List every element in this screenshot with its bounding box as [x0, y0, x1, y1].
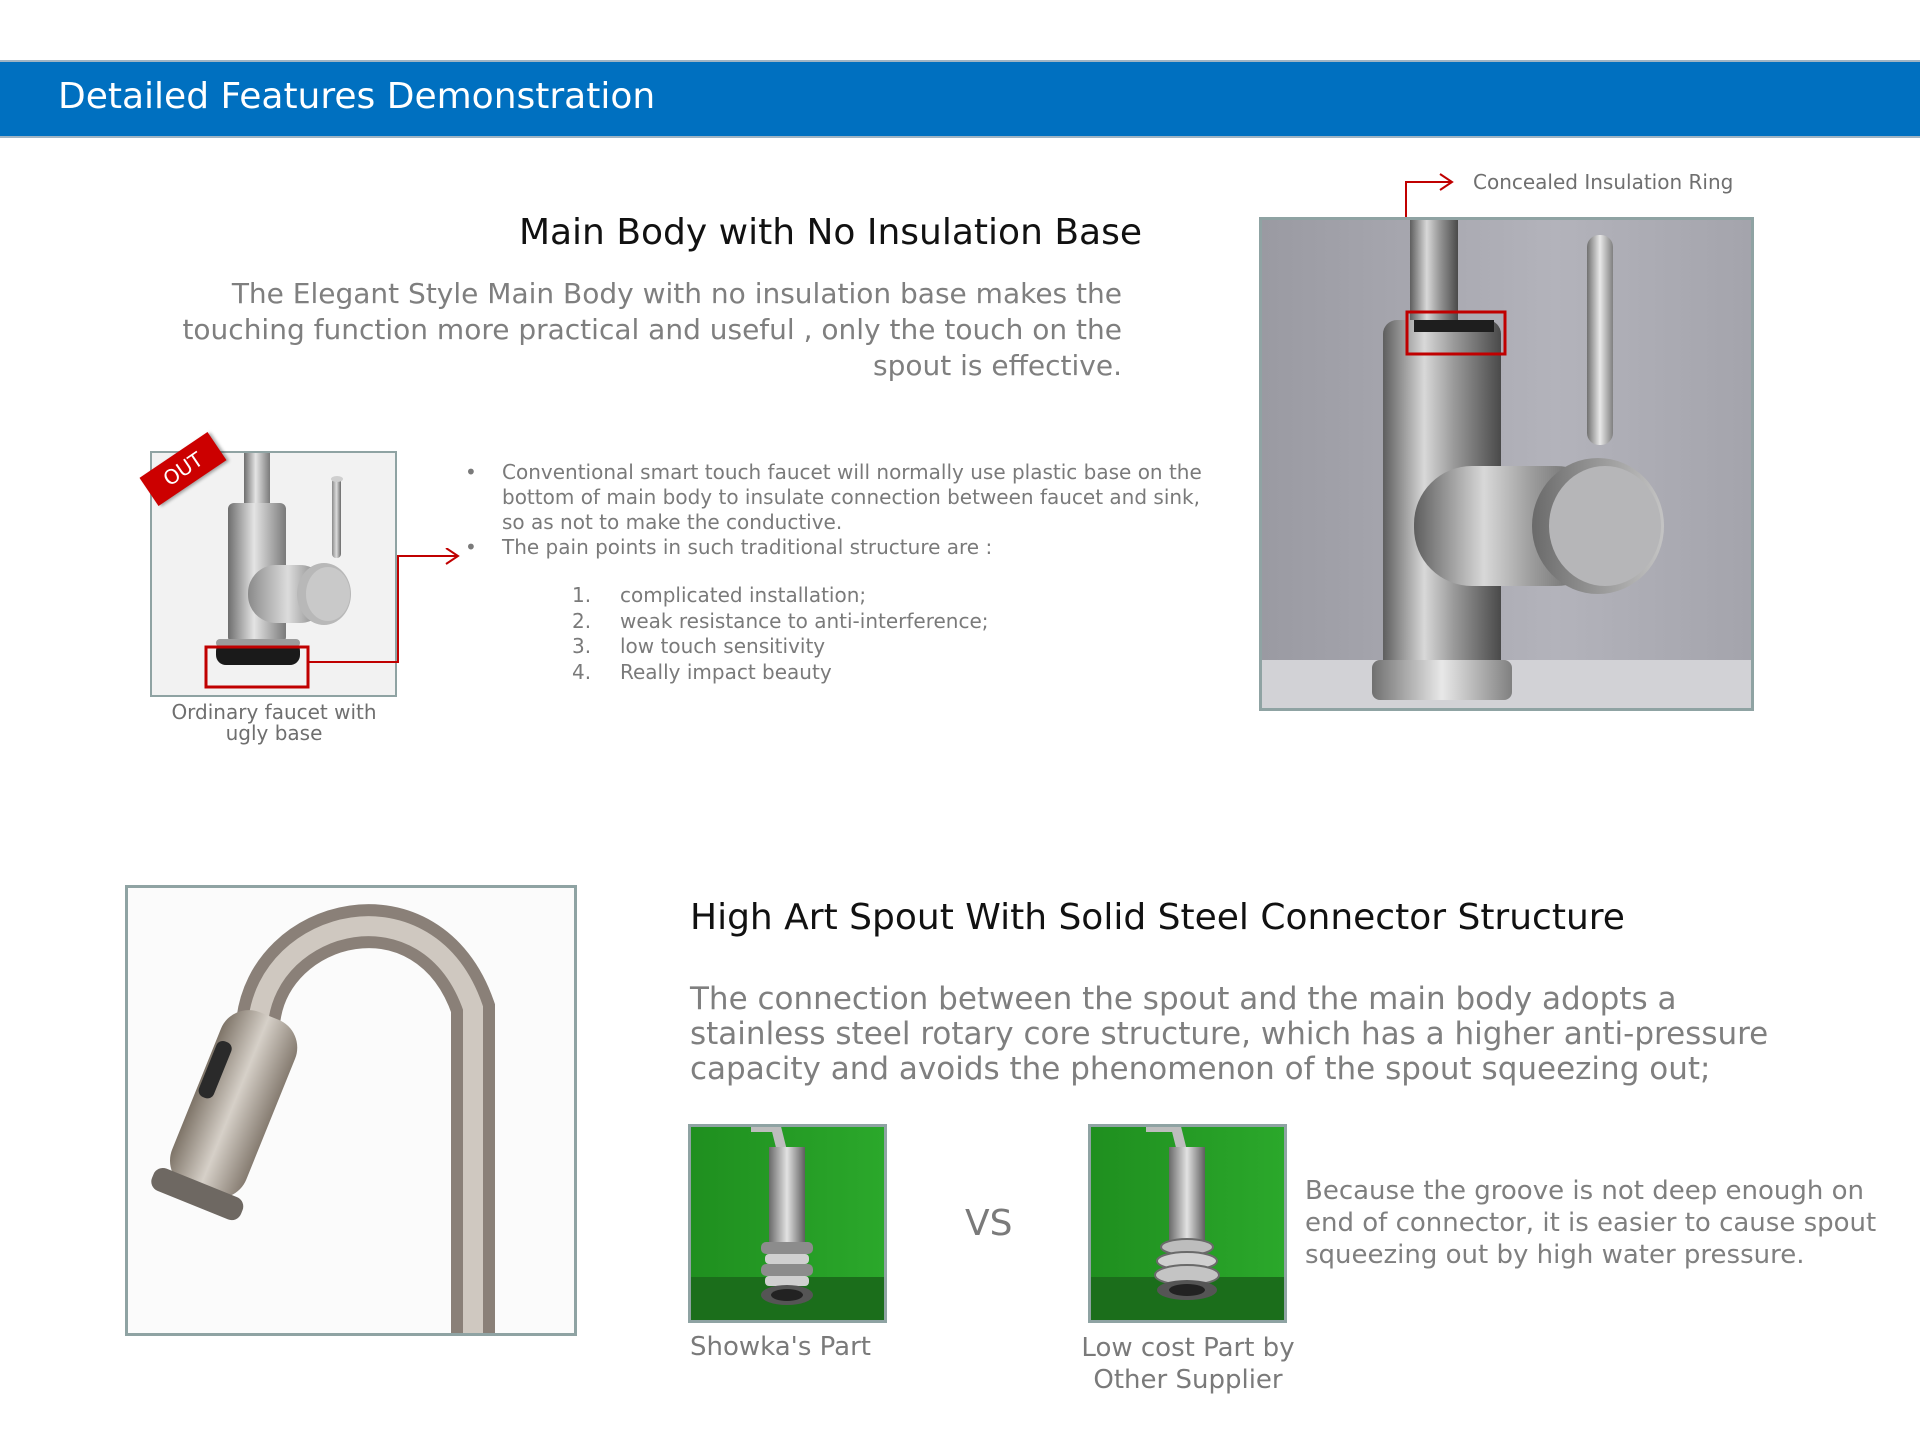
pain-points-list	[572, 583, 989, 685]
insulation-ring-label: Concealed Insulation Ring	[1473, 170, 1734, 194]
main-body-description: The Elegant Style Main Body with no insulation base makes the touching function more practical and useful , only the touch on the spout is effective.	[182, 277, 1122, 382]
spout-description: The connection between the spout and the main body adopts a stainless steel rotary core structure, which has a higher anti-pressure capacity and avoids the phenomenon of the spout squeezing out;	[690, 981, 1769, 1087]
bullet-item: • Conventional smart touch faucet will normally use plastic base on the bottom of main body to insulate connection between faucet and sink, so as not to make the conductive.	[465, 460, 1202, 534]
low-cost-part-caption: Low cost Part by Other Supplier	[1081, 1333, 1295, 1395]
vs-label: VS	[965, 1203, 1013, 1244]
spout-heading: High Art Spout With Solid Steel Connector Structure	[690, 897, 1625, 938]
low-cost-part-image	[1088, 1124, 1287, 1323]
spout-image	[125, 885, 577, 1336]
list-item: 4. Really impact beauty	[572, 659, 832, 684]
list-item: 3. low touch sensitivity	[572, 634, 826, 658]
bullet-list	[465, 460, 1205, 560]
callout-arrow	[300, 548, 470, 668]
list-item: 2. weak resistance to anti-interference;	[572, 608, 989, 633]
groove-note: Because the groove is not deep enough on end of connector, it is easier to cause spout squeezing out by high water pressure.	[1305, 1176, 1877, 1270]
list-item: 1. complicated installation;	[572, 583, 867, 607]
ordinary-faucet-caption: Ordinary faucet with ugly base	[171, 700, 377, 745]
out-badge: OUT	[140, 432, 227, 506]
faucet-closeup-image	[1259, 217, 1754, 711]
showka-part-image	[688, 1124, 887, 1323]
page-title: Detailed Features Demonstration	[58, 76, 656, 117]
header-bar	[0, 60, 1920, 138]
bullet-item: • The pain points in such traditional structure are :	[465, 535, 993, 559]
showka-part-caption: Showka's Part	[690, 1332, 871, 1362]
main-body-heading: Main Body with No Insulation Base	[518, 212, 1142, 253]
